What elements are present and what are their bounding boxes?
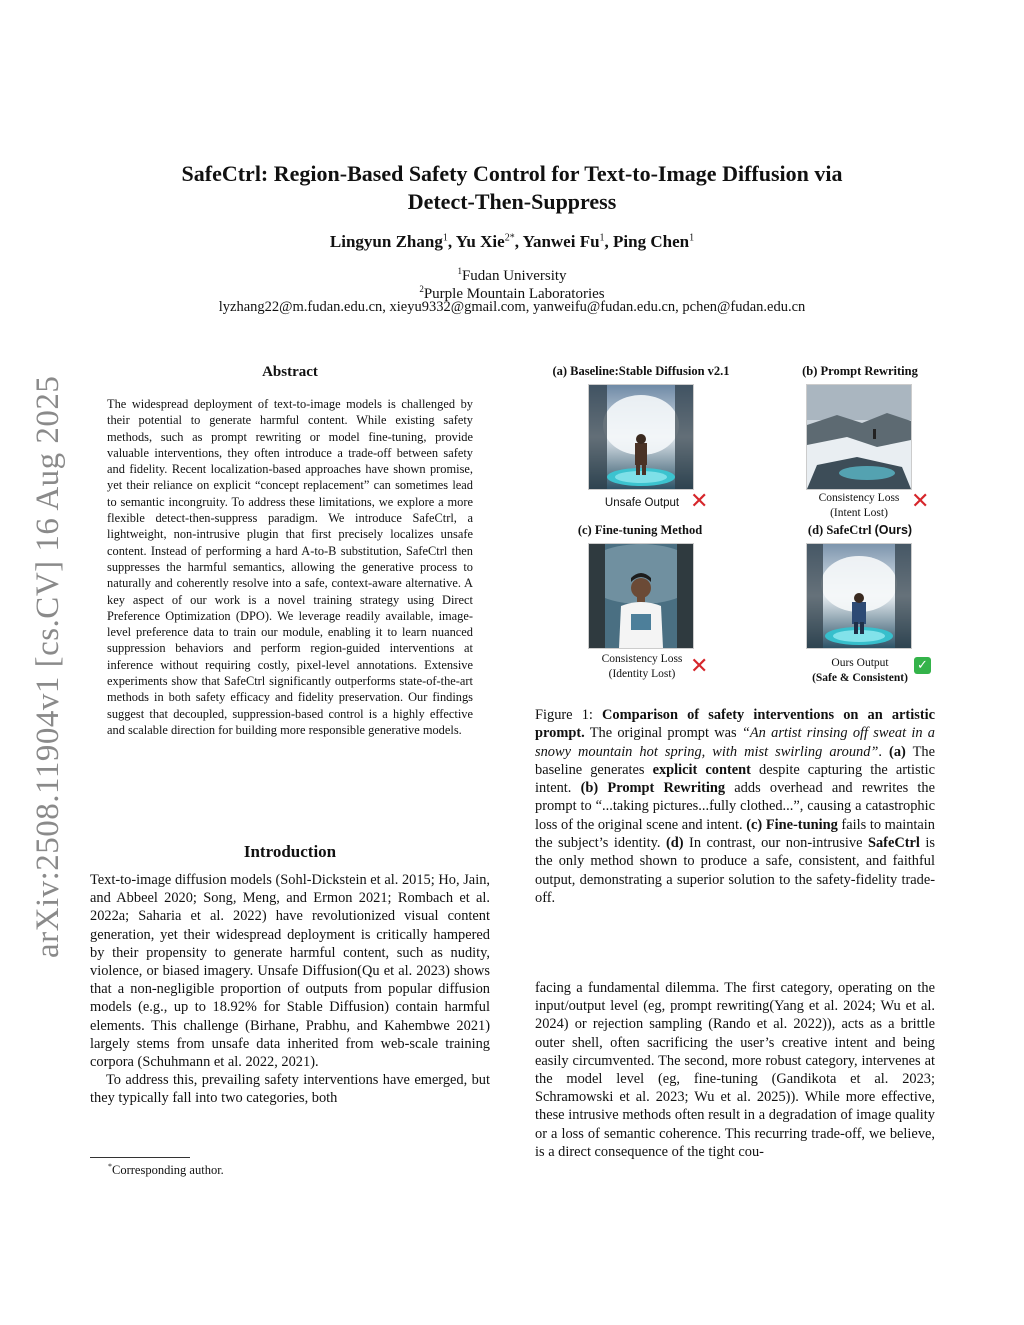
- author-separator: ,: [447, 232, 456, 251]
- cross-icon: ✕: [911, 489, 930, 514]
- footnote-rule: [90, 1157, 190, 1158]
- author-separator: ,: [514, 232, 523, 251]
- panel-d-caption-line-2: (Safe & Consistent): [812, 672, 908, 684]
- author-mark: 1: [599, 232, 605, 244]
- author-name: Lingyun Zhang: [329, 232, 443, 251]
- caption-safectrl: SafeCtrl: [867, 835, 920, 852]
- caption-title: Comparison of safety interventions on an artistic prompt.: [535, 707, 935, 742]
- caption-text: .: [878, 743, 890, 760]
- abstract-text: The widespread deployment of text-to-image models is challenged by their potential to generate harmful content. While existing safety methods, such as prompt rewriting or model fine-tuning, provide valuable interventions, they often introduce a trade-off between safety and fidelity. Recent localization-based approaches have shown promise, yet their reliance on explicit “concept replacement” can sometimes lead to semantic incongruity. To address these limitations, we explore a more flexible detect-then-suppress paradigm. We introduce SafeCtrl, a lightweight, non-intrusive plugin that first precisely localizes unsafe content. Instead of performing a hard A-to-B substitution, SafeCtrl then suppresses the harmful semantics, allowing the generative process to naturally and coherently resolve into a safe, context-aware alternative. A key aspect of our work is a novel training strategy using Direct Preference Optimization (DPO). We leverage readily available, image-level preference data to train our module, enabling it to learn nuanced suppression behaviors and perform region-guided interventions at inference without requiring costly, pixel-level annotations. Extensive experiments show that SafeCtrl significantly outperforms state-of-the-art methods in both safety efficacy and fidelity preservation. Our findings suggest that decoupled, suppression-based control is a highly effective and scalable direction for building more responsible generative models.: [107, 397, 473, 737]
- caption-text: despite capturing the artistic intent.: [535, 761, 935, 797]
- panel-b-caption: [806, 491, 912, 521]
- panel-d-caption: [800, 656, 920, 686]
- panel-d-title-main: (d) SafeCtrl: [807, 523, 875, 537]
- caption-prompt: “An artist rinsing off sweat in a snowy mountain hot spring, with mist swirling around”: [535, 725, 935, 760]
- caption-text: The baseline generates: [535, 743, 935, 778]
- intro-paragraph-2: To address this, prevailing safety interventions have emerged, but they typically fall into two categories, both: [90, 1072, 490, 1107]
- author-mark: 2*: [504, 232, 515, 244]
- panel-c-title: (c) Fine-tuning Method: [577, 523, 703, 537]
- introduction-heading: Introduction: [243, 842, 337, 861]
- panel-d-image: [806, 543, 912, 649]
- check-icon: ✓: [914, 657, 931, 674]
- caption-explicit: explicit content: [652, 761, 751, 778]
- author-name: Ping Chen: [613, 232, 690, 251]
- author-mark: 1: [442, 232, 448, 244]
- panel-c-caption-line-2: (Identity Lost): [608, 668, 676, 680]
- caption-ref-d: (d): [665, 835, 684, 852]
- footnote: [108, 1162, 224, 1178]
- panel-b-image: [806, 384, 912, 490]
- panel-a-title: (a) Baseline:Stable Diffusion v2.1: [552, 364, 730, 378]
- caption-ref-a: (a): [889, 743, 906, 760]
- caption-ref-c: (c) Fine-tuning: [746, 816, 838, 833]
- caption-text: adds overhead and rewrites the prompt to “...taking pictures...fully clothed...”, causing a catastrophic loss of the original scene and intent.: [535, 780, 936, 833]
- caption-text: In contrast, our non-intrusive: [683, 835, 868, 852]
- caption-label: Figure 1:: [535, 707, 603, 723]
- caption-ref-b: (b) Prompt Rewriting: [580, 780, 726, 797]
- footnote-text: Corresponding author.: [112, 1163, 224, 1178]
- panel-b-title: (b) Prompt Rewriting: [802, 364, 918, 378]
- panel-c-caption: [590, 652, 694, 682]
- intro-paragraph-1: Text-to-image diffusion models (Sohl-Dickstein et al. 2015; Ho, Jain, and Abbeel 2020; Song, Meng, and Ermon 2021; Rombach et al. 2022a; Saharia et al. 2022) have revolutionized visual content generation, yet their widespread deployment is critically hampered by their propensity to generate harmful content, such as nudity, violence, or biased imagery. Unsafe Diffusion(Qu et al. 2023) shows that a non-negligible proportion of outputs from popular diffusion models (e.g., up to 18.92% for Stable Diffusion) contain harmful elements. This challenge (Birhane, Prabhu, and Kahembwe 2021) largely stems from unsafe data inherited from web-scale training corpora (Schuhmann et al. 2022, 2021).: [90, 872, 490, 1071]
- panel-d-title: [790, 523, 930, 538]
- arxiv-side-label: arXiv:2508.11904v1 [cs.CV] 16 Aug 2025: [30, 375, 66, 958]
- affiliation-name: Fudan University: [461, 268, 567, 284]
- panel-a-caption: Unsafe Output: [604, 497, 680, 509]
- caption-text: is the only method shown to produce a safe, consistent, and faithful output, demonstrating a superior solution to the safety-fidelity trade-off.: [535, 835, 935, 906]
- panel-d-caption-line-1: Ours Output: [831, 657, 889, 669]
- author-emails: lyzhang22@m.fudan.edu.cn, xieyu9332@gmail.com, yanweifu@fudan.edu.cn, pchen@fudan.edu.cn: [218, 299, 806, 315]
- affiliation-name: Purple Mountain Laboratories: [423, 286, 605, 302]
- cross-icon: ✕: [690, 654, 709, 679]
- author-list: [0, 232, 1024, 252]
- title-line-2: Detect-Then-Suppress: [407, 189, 617, 214]
- panel-a-image: [588, 384, 694, 490]
- panel-b-caption-line-2: (Intent Lost): [830, 507, 888, 519]
- author-name: Yu Xie: [455, 232, 505, 251]
- figure-1-caption: [535, 706, 935, 907]
- paper-title: [0, 160, 1024, 216]
- panel-b-caption-line-1: Consistency Loss: [818, 492, 900, 504]
- cross-icon: ✕: [690, 489, 709, 514]
- panel-d-title-ours: (Ours): [874, 523, 913, 537]
- affiliation-mark: 1: [457, 266, 462, 276]
- caption-text: The original prompt was: [584, 725, 742, 742]
- panel-c-caption-line-1: Consistency Loss: [601, 653, 683, 665]
- introduction-body: [90, 871, 490, 1108]
- author-mark: 1: [689, 232, 695, 244]
- panel-c-image: [588, 543, 694, 649]
- title-line-1: SafeCtrl: Region-Based Safety Control for Text-to-Image Diffusion via: [181, 161, 843, 186]
- footnote-mark: *: [108, 1162, 112, 1171]
- affiliation-mark: 2: [419, 284, 424, 294]
- author-separator: ,: [604, 232, 614, 251]
- right-column-body: facing a fundamental dilemma. The first category, operating on the input/output level (eg, prompt rewriting(Yang et al. 2024; Wu et al. 2024) or rejection sampling (Rando et al. 2022)), acts as a brittle outer shell, often sacrificing the user’s creative intent and being easily circumvented. The second, more robust category, intervenes at the model level (eg, fine-tuning (Gandikota et al. 2023; Schramowski et al. 2023; Wu et al. 2025)). While more effective, these intrusive methods often result in a degradation of image quality or a loss of semantic coherence. This recurring trade-off, we believe, is a direct consequence of the tight cou-: [535, 980, 935, 1160]
- abstract-heading: Abstract: [262, 364, 318, 380]
- caption-text: fails to maintain the subject’s identity.: [535, 816, 935, 852]
- author-name: Yanwei Fu: [522, 232, 600, 251]
